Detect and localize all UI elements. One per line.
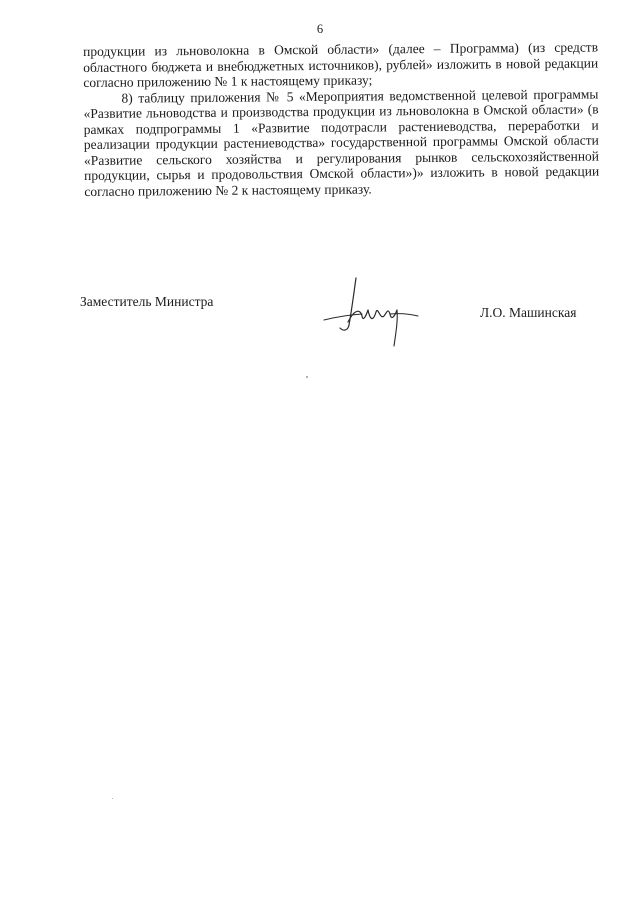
signer-position: Заместитель Министра [80,294,214,309]
signer-name: Л.О. Машинская [480,305,577,320]
page-number: 6 [316,22,324,36]
document-body [83,40,599,199]
paragraph-item-8: 8) таблицу приложения № 5 «Мероприятия ведомственной целевой программы «Развитие льноводства и производства продукции из льноволокна в Омской области» (в рамках подпрограммы 1 «Развитие подотрасли растениеводства, переработки и реализации продукции растениеводства» государственной программы Омской области «Развитие сельского хозяйства и регулирования рынков сельскохозяйственной продукции, сырья и продовольствия Омской области»)» изложить в новой редакции согласно приложению № 2 к настоящему приказу. [83,86,600,199]
handwritten-signature [318,270,428,350]
paragraph-continuation: продукции из льноволокна в Омской области» (далее – Программа) (из средств областного бюджета и внебюджетных источников), рублей» изложить в новой редакции согласно приложению № 1 к настоящему приказу; [83,39,599,90]
scan-speck [306,376,308,378]
scan-speck [112,798,113,799]
